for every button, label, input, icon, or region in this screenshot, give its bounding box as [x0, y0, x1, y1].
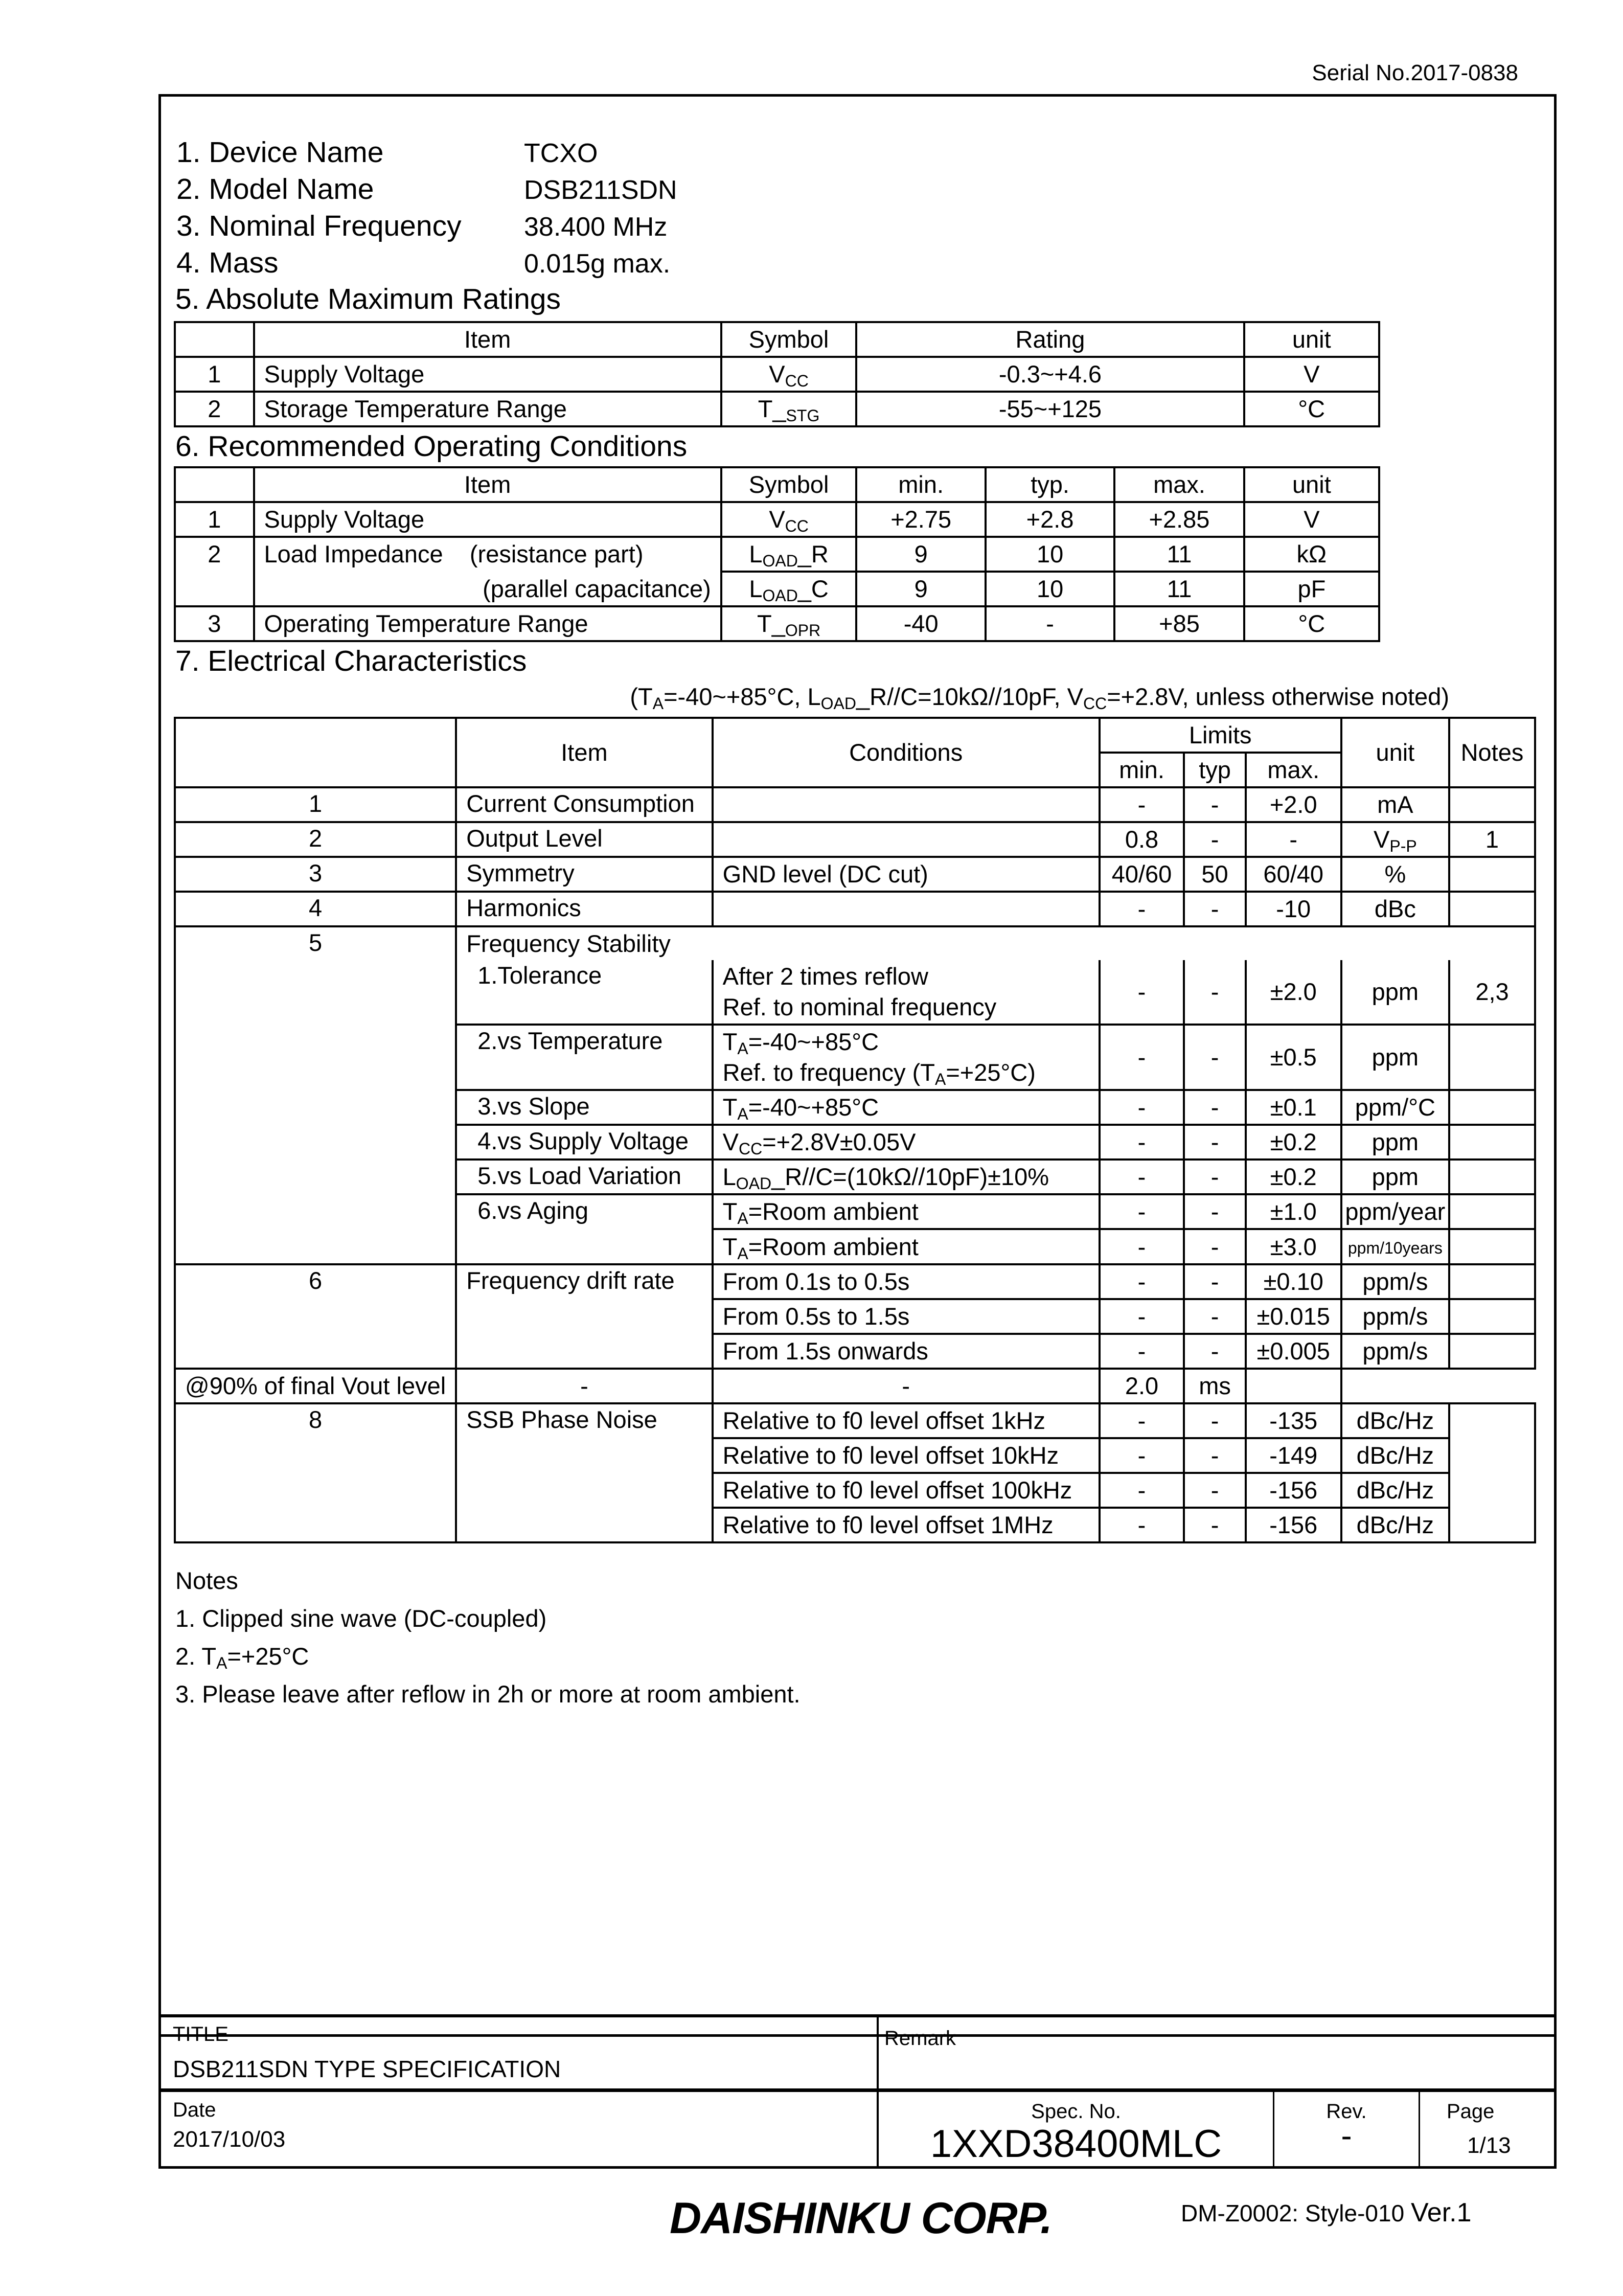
recommended-operating-conditions-table	[174, 466, 1380, 642]
table-row: @90% of final Vout level - - 2.0 ms	[175, 1369, 1535, 1403]
section-title-amr: 5. Absolute Maximum Ratings	[175, 283, 561, 315]
table-row: 2 Output Level 0.8 - - $V_{P-P}$ 1	[175, 822, 1535, 857]
note-item: 1. Clipped sine wave (DC-coupled)	[175, 1605, 547, 1632]
table-row: 6 Frequency drift rate From 0.1s to 0.5s - - ±0.10 ppm/s	[175, 1264, 1535, 1299]
nominal-frequency-row	[176, 208, 667, 245]
table-row: 4.vs Supply Voltage $V_{CC}=+2.8V\pm 0.05V$ - - ±0.2 ppm	[175, 1125, 1535, 1160]
table-row: 2 Load Impedance (resistance part) (parallel capacitance) $L_{OAD}\_R$ 9 10 11 kΩ	[175, 537, 1379, 572]
label: 3. Nominal Frequency	[176, 210, 462, 242]
device-name-row	[176, 134, 598, 172]
table-row: 6.vs Aging $T_A=Room$ ambient - - ±1.0 ppm/year	[175, 1194, 1535, 1229]
date-label: Date	[173, 2099, 216, 2121]
value: 38.400 MHz	[524, 212, 668, 242]
notes-section	[175, 1562, 801, 1713]
table-row: 1 Supply Voltage $V_{CC}$ +2.75 +2.8 +2.85 V	[175, 502, 1379, 537]
label: 4. Mass	[176, 246, 279, 279]
spec-no-value: 1XXD38400MLC	[930, 2122, 1222, 2166]
table-row: From 1.5s onwards - - ±0.005 ppm/s	[175, 1334, 1535, 1369]
absolute-max-ratings-table	[174, 321, 1380, 427]
section-title-ec: 7. Electrical Characteristics	[175, 645, 527, 677]
style-code: DM-Z0002: Style-010 Ver.1	[1181, 2198, 1472, 2227]
rev-label: Rev.	[1326, 2100, 1367, 2123]
table-row: 3.vs Slope $T_A=-40\sim+85^\circ C$ - - ±0.1 ppm/°C	[175, 1090, 1535, 1125]
table-row: 3 Operating Temperature Range $T\__{OPR}$ -40 - +85 °C	[175, 606, 1379, 641]
notes-title: Notes	[175, 1567, 238, 1594]
remark-label: Remark	[884, 2027, 956, 2050]
label: 1. Device Name	[176, 136, 384, 169]
table-row: $L_{OAD}\_C$ 9 10 11 pF	[175, 572, 1379, 606]
table-header: Item Symbol Rating unit	[175, 322, 1379, 357]
table-row: From 0.5s to 1.5s - - ±0.015 ppm/s	[175, 1299, 1535, 1334]
table-row: Relative to f0 level offset 1MHz - - -156 dBc/Hz	[175, 1508, 1535, 1542]
table-row: 1 Supply Voltage $V_{CC}$ -0.3~+4.6 V	[175, 357, 1379, 392]
table-row: 1.Tolerance After 2 times reflow Ref. to nominal frequency - - ±2.0 ppm 2,3	[175, 960, 1535, 1025]
value: 0.015g max.	[524, 249, 671, 279]
table-row: 3 Symmetry GND level (DC cut) 40/60 50 60/40 %	[175, 857, 1535, 892]
title-value: DSB211SDN TYPE SPECIFICATION	[173, 2056, 561, 2082]
spec-no-label: Spec. No.	[1031, 2100, 1121, 2123]
table-row: $T_A=Room$ ambient - - ±3.0 ppm/10years	[175, 1229, 1535, 1264]
table-row: Relative to f0 level offset 100kHz - - -156 dBc/Hz	[175, 1473, 1535, 1508]
table-header: Item Conditions Limits unit Notes	[175, 718, 1535, 753]
page-label: Page	[1447, 2100, 1495, 2123]
table-row: 8 SSB Phase Noise Relative to f0 level offset 1kHz - - -135 dBc/Hz	[175, 1403, 1535, 1438]
table-row: 2.vs Temperature $T_A=-40\sim+85^\circ C$ Ref. to frequency $(T_A=+25^\circ C)$ - - ±0.5 ppm	[175, 1025, 1535, 1090]
table-header: Item Symbol min. typ. max. unit	[175, 467, 1379, 502]
title-label: TITLE	[173, 2023, 228, 2045]
model-name-row	[176, 171, 677, 209]
note-item: 3. Please leave after reflow in 2h or more at room ambient.	[175, 1680, 801, 1708]
table-row: 5.vs Load Variation $L_{OAD}\_R//C=(10k\Omega//10pF)\pm 10\%$ - - ±0.2 ppm	[175, 1160, 1535, 1194]
table-header-sub: min. typ max.	[175, 753, 1535, 787]
rev-value: -	[1341, 2117, 1352, 2154]
divider	[1419, 2089, 1420, 2169]
section-title-roc: 6. Recommended Operating Conditions	[175, 430, 688, 463]
table-row: 2 Storage Temperature Range $T\__{STG}$ -55~+125 °C	[175, 392, 1379, 426]
company-name: DAISHINKU CORP.	[670, 2194, 1052, 2243]
electrical-characteristics-table	[174, 717, 1536, 1543]
date-value: 2017/10/03	[173, 2127, 286, 2152]
table-row: Relative to f0 level offset 10kHz - - -149 dBc/Hz	[175, 1438, 1535, 1473]
table-row: 5 Frequency Stability	[175, 926, 1535, 960]
label: 2. Model Name	[176, 173, 374, 206]
mass-row	[176, 244, 670, 282]
page-value: 1/13	[1467, 2133, 1511, 2158]
serial-number: Serial No.2017-0838	[1312, 60, 1518, 85]
table-row: 1 Current Consumption - - +2.0 mA	[175, 787, 1535, 822]
value: DSB211SDN	[524, 175, 677, 205]
table-row: 4 Harmonics - - -10 dBc	[175, 892, 1535, 926]
conditions-note: ($T_A=-40\sim+85^\circ C$, $L_{OAD}\_R//C=10k\Omega//10pF$, $V_{CC}=+2.8V$, unless otherwise noted)	[630, 683, 1449, 713]
note-item: 2. $T_A=+25^\circ C$	[175, 1643, 309, 1672]
value: TCXO	[524, 139, 598, 168]
